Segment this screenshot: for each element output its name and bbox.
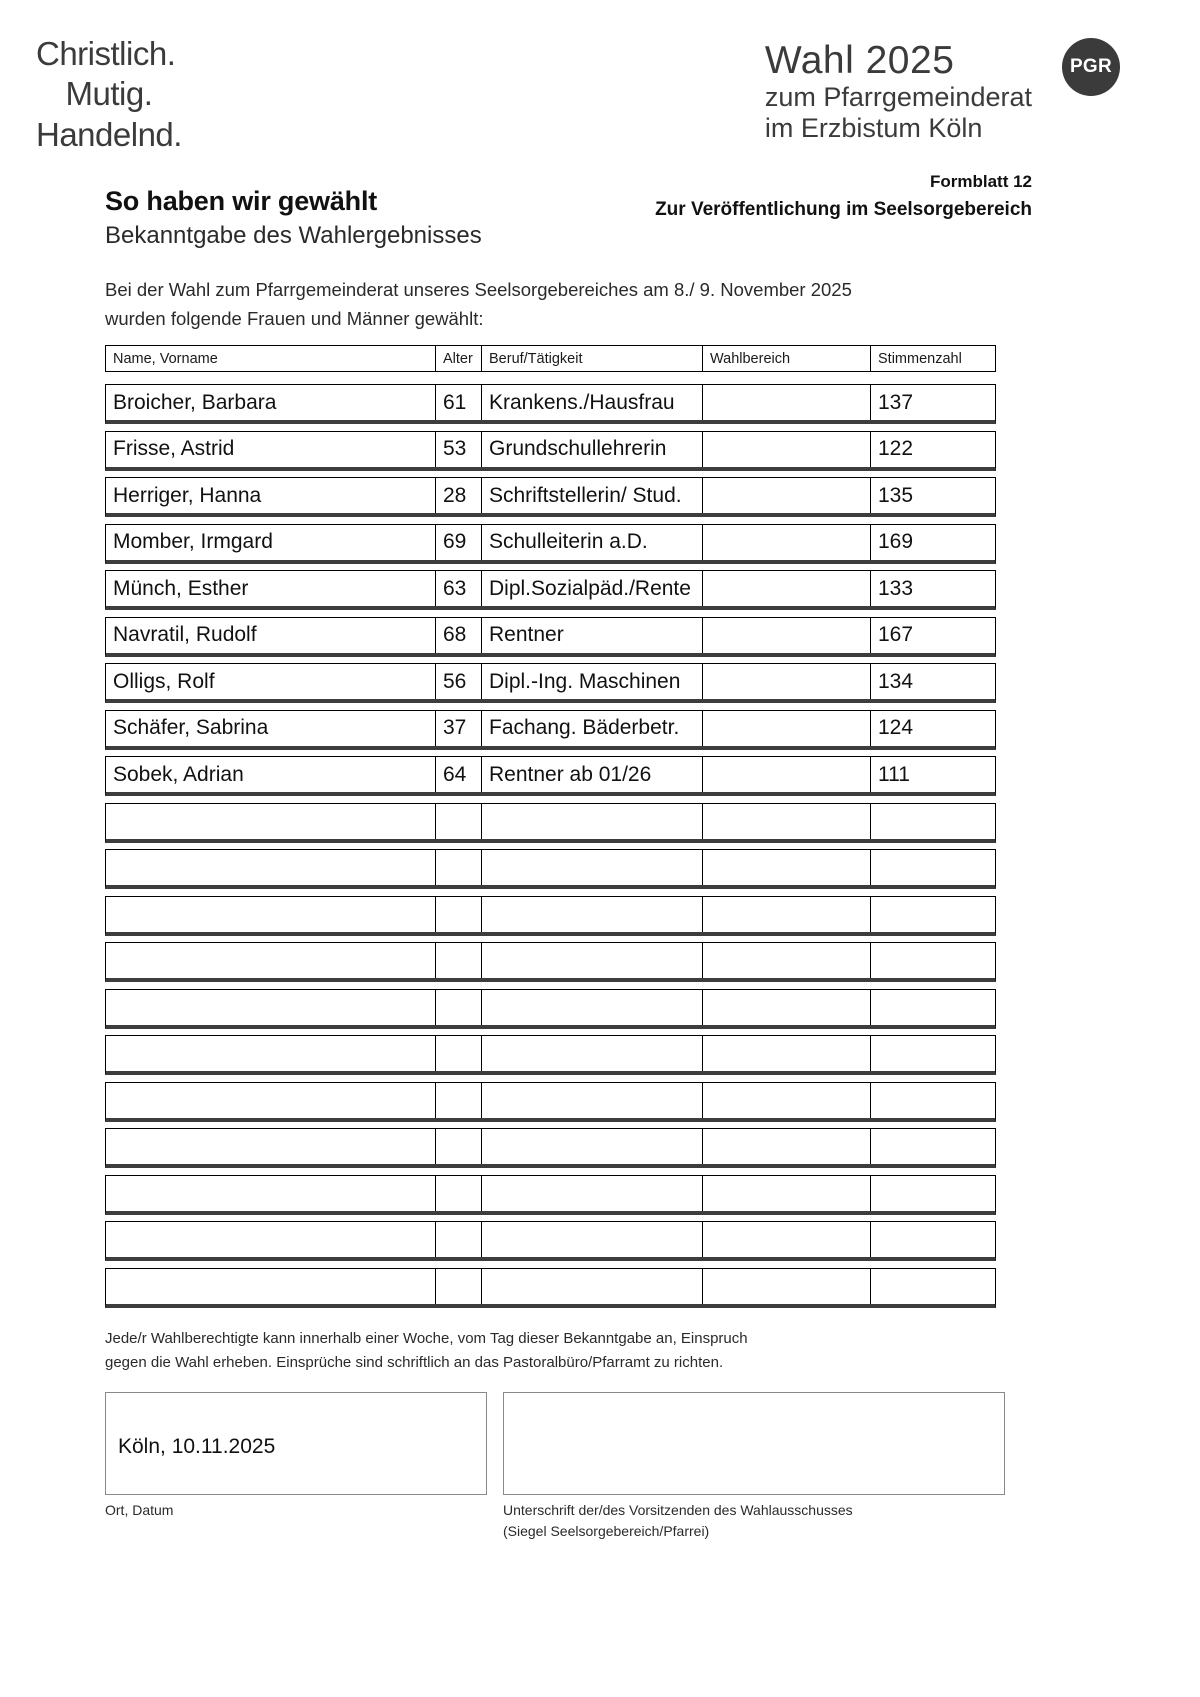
cell-job[interactable]: Krankens./Hausfrau [482, 385, 703, 420]
cell-name[interactable] [106, 1036, 436, 1071]
cell-job[interactable] [482, 1269, 703, 1304]
cell-job[interactable]: Dipl.-Ing. Maschinen [482, 664, 703, 699]
cell-name[interactable]: Herriger, Hanna [106, 478, 436, 513]
cell-name[interactable] [106, 1222, 436, 1257]
cell-votes[interactable] [871, 1269, 995, 1304]
page-subtitle: Bekanntgabe des Wahlergebnisses [105, 222, 482, 249]
cell-area[interactable] [703, 711, 871, 746]
cell-area[interactable] [703, 385, 871, 420]
cell-age[interactable]: 61 [436, 385, 482, 420]
cell-votes[interactable] [871, 1083, 995, 1118]
cell-age[interactable]: 28 [436, 478, 482, 513]
election-branding [765, 40, 1032, 145]
cell-job[interactable]: Fachang. Bäderbetr. [482, 711, 703, 746]
election-subtitle-2: im Erzbistum Köln [764, 113, 983, 144]
place-date-label: Ort, Datum [105, 1502, 174, 1518]
table-row[interactable] [105, 710, 996, 750]
table-row[interactable] [105, 756, 996, 796]
cell-name[interactable]: Olligs, Rolf [106, 664, 436, 699]
signature-label-line-2: (Siegel Seelsorgebereich/Pfarrei) [503, 1523, 710, 1539]
cell-name[interactable] [106, 1176, 436, 1211]
intro-line-2: wurden folgende Frauen und Männer gewählt: [105, 307, 484, 329]
cell-area[interactable] [703, 571, 871, 606]
cell-age[interactable] [436, 1036, 482, 1071]
cell-age[interactable] [436, 1176, 482, 1211]
cell-job[interactable]: Schulleiterin a.D. [482, 525, 703, 560]
cell-area[interactable] [703, 1222, 871, 1257]
cell-name[interactable]: Sobek, Adrian [106, 757, 436, 792]
form-number: Formblatt 12 [929, 172, 1032, 191]
table-row[interactable] [105, 617, 996, 657]
cell-votes[interactable] [871, 804, 995, 839]
cell-area[interactable] [703, 432, 871, 467]
appeal-notice [105, 1327, 965, 1376]
cell-age[interactable]: 56 [436, 664, 482, 699]
cell-name[interactable] [106, 850, 436, 885]
cell-area[interactable] [703, 1176, 871, 1211]
cell-job[interactable]: Dipl.Sozialpäd./Rente [482, 571, 703, 606]
results-table [105, 345, 996, 1314]
table-body [105, 384, 996, 1308]
cell-votes[interactable] [871, 943, 995, 978]
slogan-line-2: Mutig. [65, 75, 153, 113]
cell-votes[interactable]: 169 [878, 530, 914, 553]
brand-slogan [36, 34, 182, 155]
cell-name[interactable] [106, 943, 436, 978]
cell-name[interactable]: Schäfer, Sabrina [106, 711, 436, 746]
cell-name[interactable] [106, 804, 436, 839]
page-header [0, 0, 1200, 172]
cell-job[interactable] [482, 1222, 703, 1257]
cell-job[interactable] [482, 943, 703, 978]
cell-votes[interactable] [871, 990, 995, 1025]
cell-votes[interactable] [871, 1222, 995, 1257]
cell-area[interactable] [703, 525, 871, 560]
cell-area[interactable] [703, 757, 871, 792]
cell-area[interactable] [703, 990, 871, 1025]
cell-age[interactable]: 53 [436, 432, 482, 467]
table-row[interactable] [105, 1082, 996, 1122]
cell-age[interactable] [436, 1083, 482, 1118]
cell-age[interactable] [436, 897, 482, 932]
table-row[interactable] [105, 896, 996, 936]
signature-label-line-1: Unterschrift der/des Vorsitzenden des Wahlausschusses [503, 1502, 853, 1518]
cell-age[interactable] [436, 990, 482, 1025]
cell-job[interactable]: Rentner [482, 618, 703, 653]
intro-line-1: Bei der Wahl zum Pfarrgemeinderat unseres Seelsorgebereiches am 8./ 9. November 2025 [105, 279, 852, 300]
cell-area[interactable] [703, 1129, 871, 1164]
cell-age[interactable] [436, 804, 482, 839]
cell-votes[interactable] [871, 850, 995, 885]
signature-labels [105, 1500, 1005, 1542]
cell-area[interactable] [703, 1083, 871, 1118]
pgr-badge-icon: PGR [1062, 38, 1120, 96]
cell-age[interactable] [436, 1129, 482, 1164]
table-row[interactable] [105, 477, 996, 517]
column-header-age: Alter [436, 346, 482, 371]
cell-area[interactable] [703, 943, 871, 978]
table-row[interactable] [105, 1268, 996, 1308]
slogan-line-1: Christlich. [36, 35, 176, 72]
cell-job[interactable]: Grundschullehrerin [482, 432, 703, 467]
cell-job[interactable]: Schriftstellerin/ Stud. [482, 478, 703, 513]
document-subheader [0, 172, 1200, 264]
cell-job[interactable] [482, 1036, 703, 1071]
table-row[interactable] [105, 1221, 996, 1261]
place-date-box[interactable] [105, 1392, 487, 1495]
cell-area[interactable] [703, 1269, 871, 1304]
place-date-value: Köln, 10.11.2025 [118, 1435, 276, 1458]
cell-area[interactable] [703, 664, 871, 699]
table-header-row [105, 345, 996, 372]
cell-name[interactable] [106, 1083, 436, 1118]
election-title: Wahl 2025 [764, 39, 955, 82]
appeal-notice-line-2: gegen die Wahl erheben. Einsprüche sind schriftlich an das Pastoralbüro/Pfarramt zu richten. [105, 1354, 724, 1372]
election-subtitle-1: zum Pfarrgemeinderat [764, 82, 1032, 113]
cell-votes[interactable]: 135 [878, 483, 914, 507]
intro-text [105, 276, 1005, 333]
table-row[interactable] [105, 1128, 996, 1168]
cell-name[interactable]: Münch, Esther [106, 571, 436, 606]
cell-job[interactable] [482, 1129, 703, 1164]
column-header-name: Name, Vorname [106, 346, 436, 371]
cell-age[interactable]: 63 [436, 571, 482, 606]
cell-name[interactable]: Frisse, Astrid [106, 432, 436, 467]
cell-age[interactable] [436, 943, 482, 978]
signature-box[interactable] [503, 1392, 1005, 1495]
cell-age[interactable] [436, 850, 482, 885]
cell-area[interactable] [703, 850, 871, 885]
cell-votes[interactable] [871, 897, 995, 932]
cell-age[interactable]: 64 [436, 757, 482, 792]
table-row[interactable] [105, 663, 996, 703]
cell-area[interactable] [703, 897, 871, 932]
cell-area[interactable] [703, 478, 871, 513]
cell-job[interactable] [482, 897, 703, 932]
cell-job[interactable] [482, 850, 703, 885]
table-row[interactable] [105, 570, 996, 610]
table-row[interactable] [105, 849, 996, 889]
cell-votes[interactable] [871, 1036, 995, 1071]
page-title: So haben wir gewählt [105, 186, 378, 216]
table-row[interactable] [105, 1035, 996, 1075]
cell-votes[interactable]: 133 [878, 576, 914, 600]
publication-note: Zur Veröffentlichung im Seelsorgebereich [655, 199, 1032, 220]
cell-age[interactable] [436, 1222, 482, 1257]
cell-name[interactable]: Navratil, Rudolf [106, 618, 436, 653]
cell-age[interactable]: 69 [436, 525, 482, 560]
table-row[interactable] [105, 1175, 996, 1215]
cell-age[interactable]: 68 [436, 618, 482, 653]
table-row[interactable] [105, 803, 996, 843]
column-header-area: Wahlbereich [703, 346, 871, 371]
signature-area [105, 1392, 1005, 1495]
cell-votes[interactable]: 122 [878, 437, 914, 460]
cell-votes[interactable]: 111 [878, 762, 910, 786]
cell-age[interactable] [436, 1269, 482, 1304]
cell-name[interactable]: Broicher, Barbara [106, 385, 436, 420]
table-row[interactable] [105, 524, 996, 564]
appeal-notice-line-1: Jede/r Wahlberechtigte kann innerhalb einer Woche, vom Tag dieser Bekanntgabe an, Einspruch [105, 1330, 748, 1347]
cell-votes[interactable]: 124 [878, 716, 914, 739]
cell-votes[interactable]: 137 [878, 390, 914, 414]
table-row[interactable] [105, 431, 996, 471]
table-row[interactable] [105, 989, 996, 1029]
slogan-line-3: Handelnd. [36, 115, 182, 153]
column-header-job: Beruf/Tätigkeit [482, 346, 703, 371]
cell-votes[interactable]: 167 [878, 623, 914, 646]
table-row[interactable] [105, 942, 996, 982]
cell-name[interactable] [106, 897, 436, 932]
cell-job[interactable] [482, 1083, 703, 1118]
cell-age[interactable]: 37 [436, 711, 482, 746]
column-header-votes: Stimmenzahl [878, 350, 962, 367]
cell-name[interactable] [106, 990, 436, 1025]
cell-area[interactable] [703, 804, 871, 839]
cell-votes[interactable]: 134 [878, 669, 914, 693]
cell-name[interactable] [106, 1129, 436, 1164]
cell-name[interactable] [106, 1269, 436, 1304]
cell-job[interactable] [482, 1176, 703, 1211]
cell-job[interactable] [482, 804, 703, 839]
cell-job[interactable]: Rentner ab 01/26 [482, 757, 703, 792]
cell-area[interactable] [703, 618, 871, 653]
table-row[interactable] [105, 384, 996, 424]
cell-area[interactable] [703, 1036, 871, 1071]
cell-votes[interactable] [871, 1129, 995, 1164]
signature-label [503, 1500, 1005, 1542]
cell-name[interactable]: Momber, Irmgard [106, 525, 436, 560]
cell-job[interactable] [482, 990, 703, 1025]
cell-votes[interactable] [871, 1176, 995, 1211]
